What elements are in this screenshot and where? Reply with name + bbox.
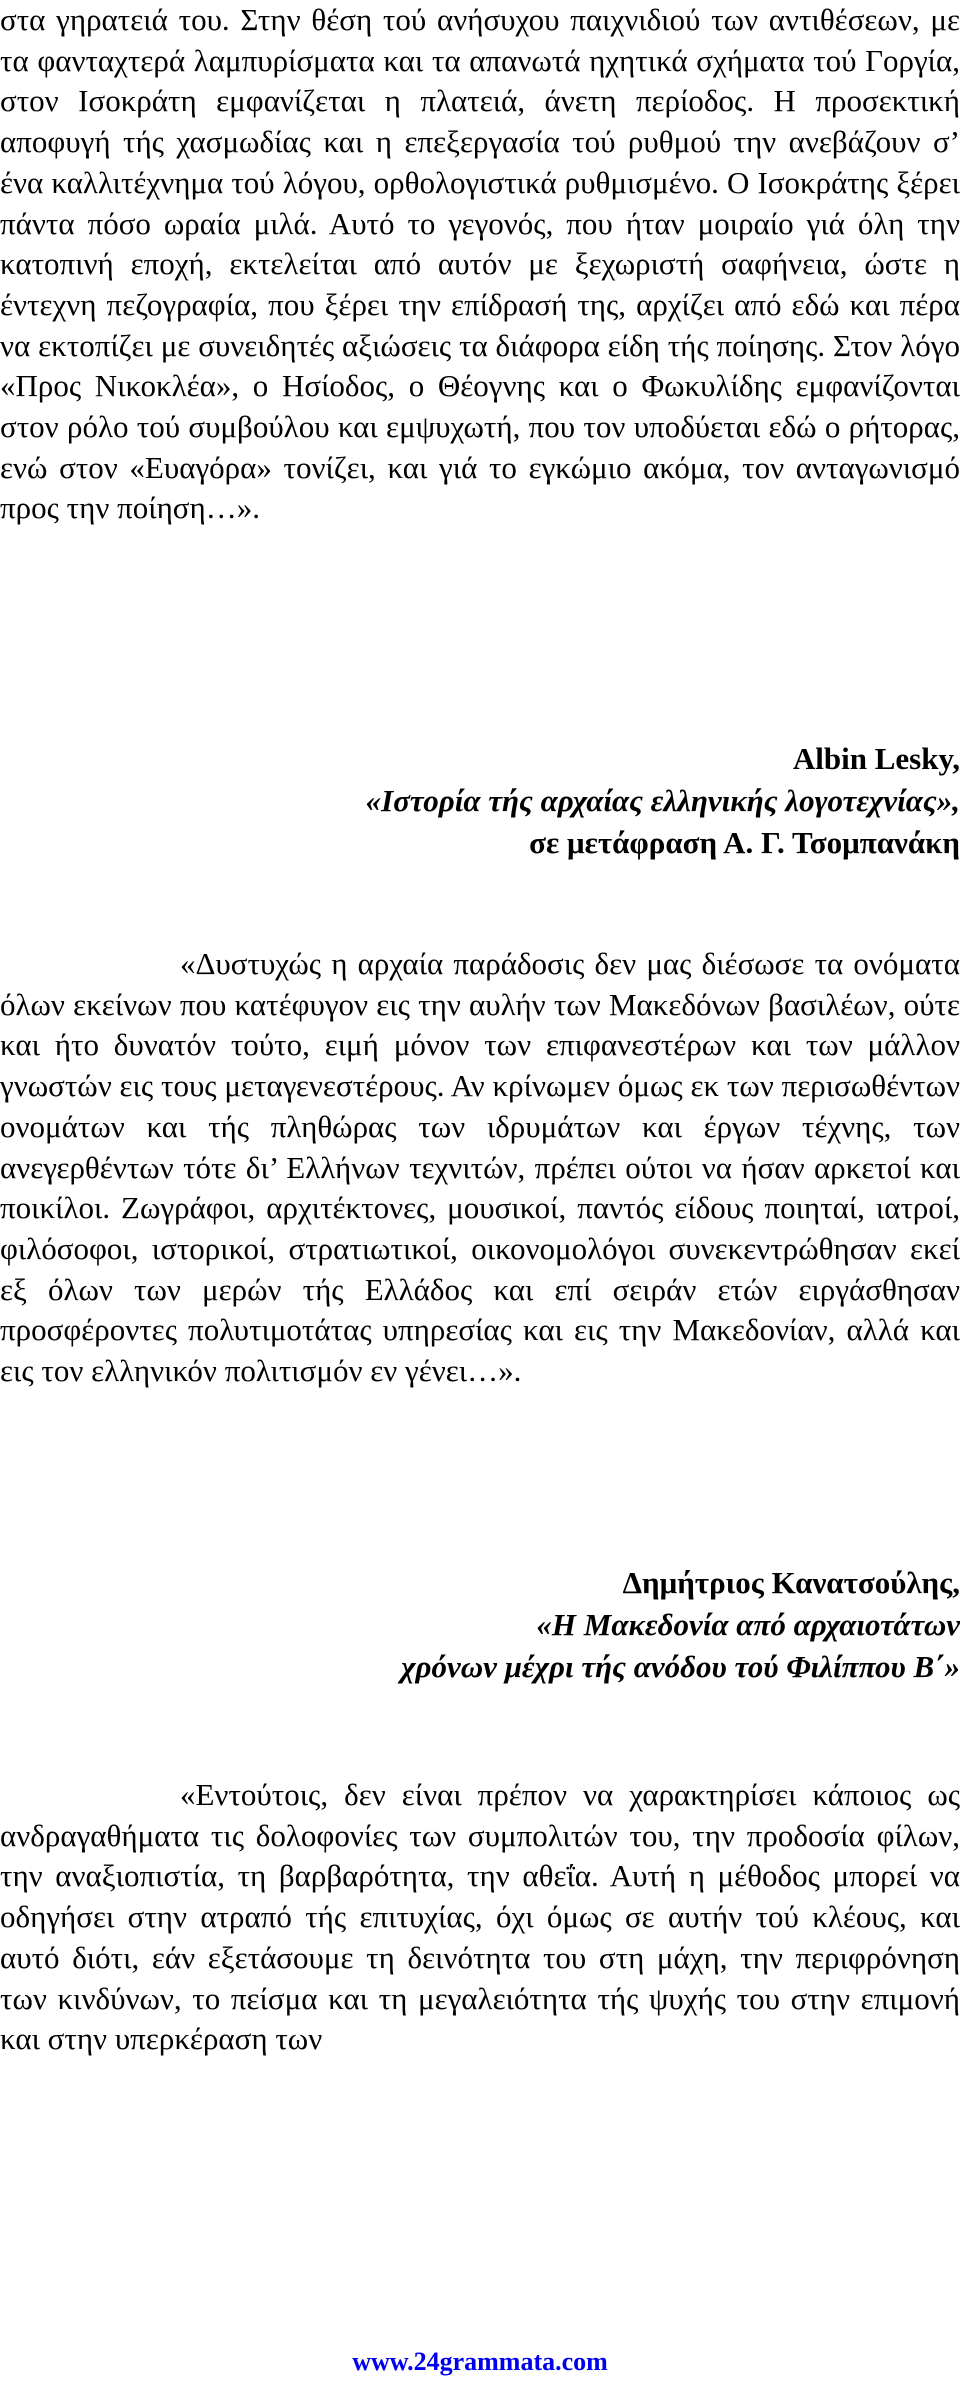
citation-author: Albin Lesky, [792, 741, 960, 776]
paragraph-lesky-quote: στα γηρατειά του. Στην θέση τού ανήσυχου παιχνιδιού των αντιθέσεων, με τα φανταχτερά λαμπυρίσματα και τα απανωτά ηχητικά σχήματα τού Γοργία, στον Ισοκράτη εμφανίζεται η πλατειά, άνετη περίοδος. Η προσεκτική αποφυγή τής χασμωδίας και η επεξεργασία τού ρυθμού την ανεβάζουν σ’ ένα καλλιτέχνημα τού λόγου, ορθολογιστικά ρυθμισμένο. Ο Ισοκράτης ξέρει πάντα πόσο ωραία μιλά. Αυτό το γεγονός, που ήταν μοιραίο γιά όλη την κατοπινή εποχή, εκτελείται από αυτόν με ξεχωριστή σαφήνεια, ώστε η έντεχνη πεζογραφία, που ξέρει την επίδρασή της, αρχίζει από εδώ και πέρα να εκτοπίζει με συνειδητές αξιώσεις τα διάφορα είδη τής ποίησης. Στον λόγο «Προς Νικοκλέα», ο Ησίοδος, ο Θέογνης και ο Φωκυλίδης εμφανίζονται στον ρόλο τού συμβούλου και εμψυχωτή, που τον υποδύεται εδώ ο ρήτορας, ενώ στον «Ευαγόρα» τονίζει, και γιά το εγκώμιο ακόμα, τον ανταγωνισμό προς την ποίηση…». [0, 2, 960, 526]
citation-kanatsoulis [0, 1562, 960, 1688]
paragraph-kanatsoulis-quote: «Δυστυχώς η αρχαία παράδοσις δεν μας διέσωσε τα ονόματα όλων εκείνων που κατέφυγον εις την αυλήν των Μακεδόνων βασιλέων, ούτε και ήτο δυνατόν τούτο, ειμή μόνον των επιφανεστέρων και των μάλλον γνωστών εις τους μεταγενεστέρους. Αν κρίνωμεν όμως εκ των περισωθέντων ονομάτων και τής πληθώρας των ιδρυμάτων και έργων τέχνης, των ανεγερθέντων τότε δι’ Ελλήνων τεχνιτών, πρέπει ούτοι να ήσαν αρκετοί και ποικίλοι. Ζωγράφοι, αρχιτέκτονες, μουσικοί, παντός είδους ποιηταί, ιατροί, φιλόσοφοι, ιστορικοί, στρατιωτικοί, οικονομολόγοι συνεκεντρώθησαν εκεί εξ όλων των μερών τής Ελλάδος και επί σειράν ετών ειργάσθησαν προσφέροντες πολυτιμοτάτας υπηρεσίας και εις την Μακεδονίαν, αλλά και εις τον ελληνικόν πολιτισμόν εν γένει…». [0, 946, 960, 1389]
citation-author: Δημήτριος Κανατσούλης, [622, 1565, 960, 1600]
citation-lesky [0, 738, 960, 864]
citation-title-line-2: χρόνων μέχρι τής ανόδου τού Φιλίππου Β΄» [401, 1649, 960, 1684]
citation-note: σε μετάφραση Α. Γ. Τσομπανάκη [529, 825, 960, 860]
footer-website-link[interactable]: www.24grammata.com [352, 2347, 608, 2376]
citation-title-line-1: «Η Μακεδονία από αρχαιοτάτων [536, 1607, 960, 1642]
citation-title: «Ιστορία τής αρχαίας ελληνικής λογοτεχνίας», [365, 783, 960, 818]
paragraph-third-quote: «Εντούτοις, δεν είναι πρέπον να χαρακτηρίσει κάποιος ως ανδραγαθήματα τις δολοφονίες των συμπολιτών του, την προδοσία φίλων, την αναξιοπιστία, τη βαρβαρότητα, την αθεΐα. Αυτή η μέθοδος μπορεί να οδηγήσει στην ατραπό τής επιτυχίας, όχι όμως σε αυτήν τού κλέους, και αυτό διότι, εάν εξετάσουμε τη δεινότητα του στη μάχη, την περιφρόνηση των κινδύνων, το πείσμα και τη μεγαλειότητα τής ψυχής του στην επιμονή και στην υπερκέραση των [0, 1777, 960, 2057]
